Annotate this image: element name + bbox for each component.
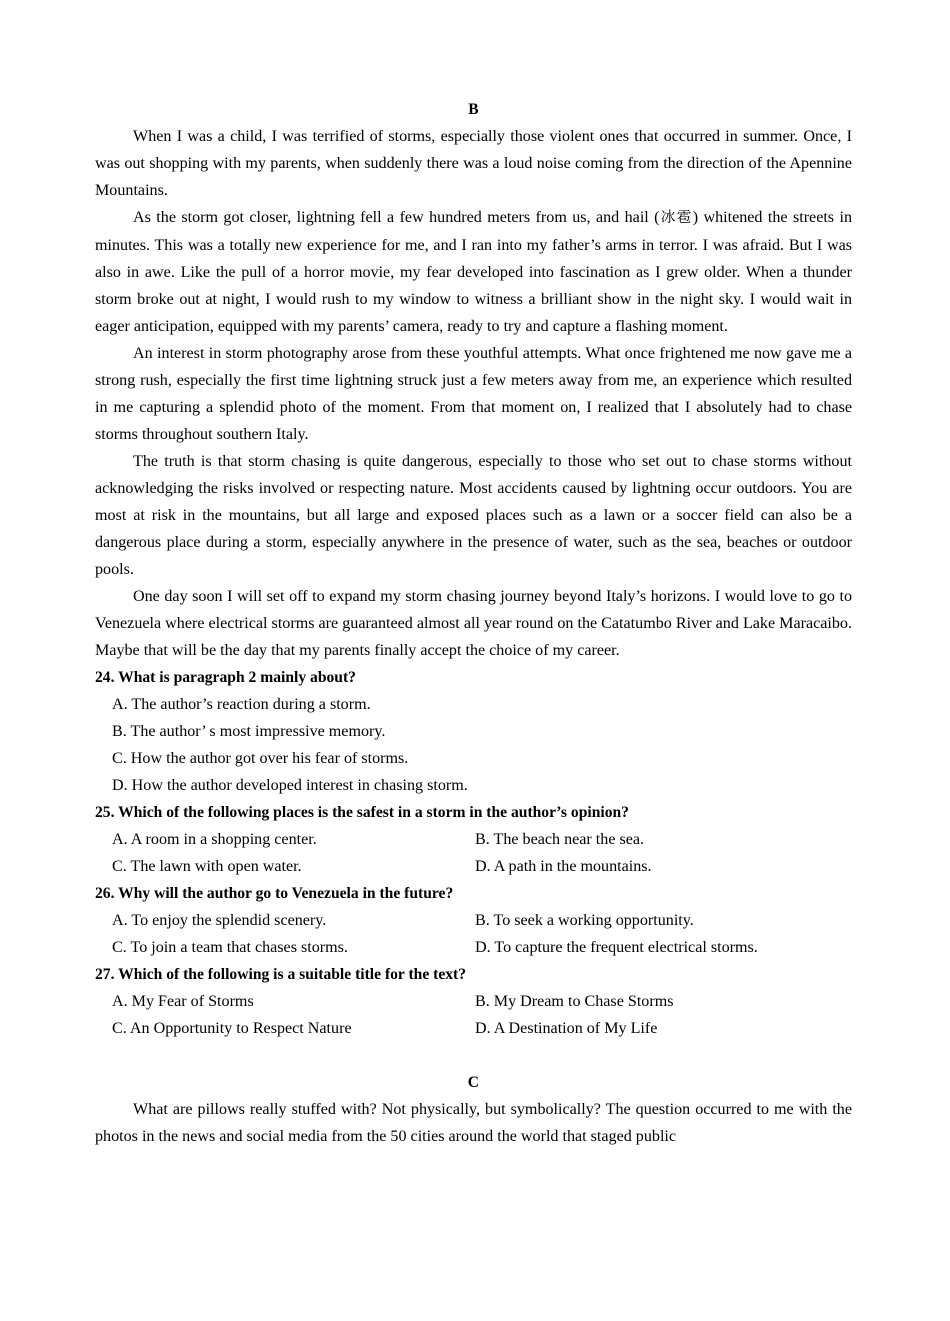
page-content bbox=[95, 96, 852, 1150]
question-25-option-d[interactable]: D. A path in the mountains. bbox=[475, 858, 652, 875]
question-27-option-b[interactable]: B. My Dream to Chase Storms bbox=[475, 993, 674, 1010]
question-25-option-row-2 bbox=[95, 853, 852, 880]
question-25-option-row-1 bbox=[95, 826, 852, 853]
question-26-option-d[interactable]: D. To capture the frequent electrical storms. bbox=[475, 939, 758, 956]
question-27-option-row-2 bbox=[95, 1015, 852, 1042]
question-27-option-a[interactable]: A. My Fear of Storms bbox=[112, 993, 254, 1010]
question-27 bbox=[95, 961, 852, 1042]
question-27-option-d[interactable]: D. A Destination of My Life bbox=[475, 1020, 658, 1037]
question-24-option-c[interactable]: C. How the author got over his fear of storms. bbox=[112, 750, 409, 767]
question-26-stem: 26. Why will the author go to Venezuela in the future? bbox=[95, 885, 454, 902]
question-26-option-b[interactable]: B. To seek a working opportunity. bbox=[475, 912, 694, 929]
passage-paragraph-4: The truth is that storm chasing is quite dangerous, especially to those who set out to chase storms without acknowledging the risks involved or respecting nature. Most accidents caused by lightning occur outdoors. You are most at risk in the mountains, but all large and exposed places such as a lawn or a soccer field can also be a dangerous place during a storm, especially anywhere in the presence of water, such as the sea, beaches or outdoor pools. bbox=[95, 453, 852, 578]
question-25-stem: 25. Which of the following places is the safest in a storm in the author’s opinion? bbox=[95, 804, 629, 821]
question-26-option-row-1 bbox=[95, 907, 852, 934]
question-26-option-row-2 bbox=[95, 934, 852, 961]
question-25-option-c[interactable]: C. The lawn with open water. bbox=[112, 858, 302, 875]
passage-paragraph-2: As the storm got closer, lightning fell a few hundred meters from us, and hail (冰雹) whitened the streets in minutes. This was a totally new experience for me, and I ran into my father’s arms in terror. I was afraid. But I was also in awe. Like the pull of a horror movie, my fear developed into fascination as I grew older. When a thunder storm broke out at night, I would rush to my window to witness a brilliant show in the night sky. I would wait in eager anticipation, equipped with my parents’ camera, ready to try and capture a flashing moment. bbox=[95, 209, 853, 335]
question-26-option-c[interactable]: C. To join a team that chases storms. bbox=[112, 939, 348, 956]
question-27-option-row-1 bbox=[95, 988, 852, 1015]
question-24-option-d[interactable]: D. How the author developed interest in chasing storm. bbox=[112, 777, 468, 794]
question-24-stem: 24. What is paragraph 2 mainly about? bbox=[95, 669, 356, 686]
question-27-stem: 27. Which of the following is a suitable title for the text? bbox=[95, 966, 467, 983]
passage-paragraph-1: When I was a child, I was terrified of storms, especially those violent ones that occurred in summer. Once, I was out shopping with my parents, when suddenly there was a loud noise coming from the direction of the Apennine Mountains. bbox=[95, 128, 852, 199]
question-25 bbox=[95, 799, 852, 880]
section-heading-b: B bbox=[468, 101, 479, 118]
question-27-option-c[interactable]: C. An Opportunity to Respect Nature bbox=[112, 1020, 352, 1037]
section-spacer bbox=[95, 1042, 852, 1069]
passage-c-paragraph-1: What are pillows really stuffed with? Not physically, but symbolically? The question occurred to me with the photos in the news and social media from the 50 cities around the world that staged public bbox=[95, 1101, 852, 1145]
question-24-option-a[interactable]: A. The author’s reaction during a storm. bbox=[112, 696, 371, 713]
question-24 bbox=[95, 664, 852, 799]
question-25-option-a[interactable]: A. A room in a shopping center. bbox=[112, 831, 317, 848]
passage-paragraph-5: One day soon I will set off to expand my storm chasing journey beyond Italy’s horizons. I would love to go to Venezuela where electrical storms are guaranteed almost all year round on the Catatumbo River and Lake Maracaibo. Maybe that will be the day that my parents finally accept the choice of my career. bbox=[95, 588, 852, 659]
passage-paragraph-3: An interest in storm photography arose from these youthful attempts. What once frightened me now gave me a strong rush, especially the first time lightning struck just a few meters away from me, an experience which resulted in me capturing a splendid photo of the moment. From that moment on, I realized that I absolutely had to chase storms throughout southern Italy. bbox=[95, 345, 852, 443]
question-26 bbox=[95, 880, 852, 961]
question-25-option-b[interactable]: B. The beach near the sea. bbox=[475, 831, 645, 848]
section-heading-c: C bbox=[467, 1074, 480, 1091]
question-26-option-a[interactable]: A. To enjoy the splendid scenery. bbox=[112, 912, 327, 929]
cjk-gloss: 冰雹 bbox=[659, 210, 693, 226]
question-24-option-b[interactable]: B. The author’ s most impressive memory. bbox=[112, 723, 386, 740]
